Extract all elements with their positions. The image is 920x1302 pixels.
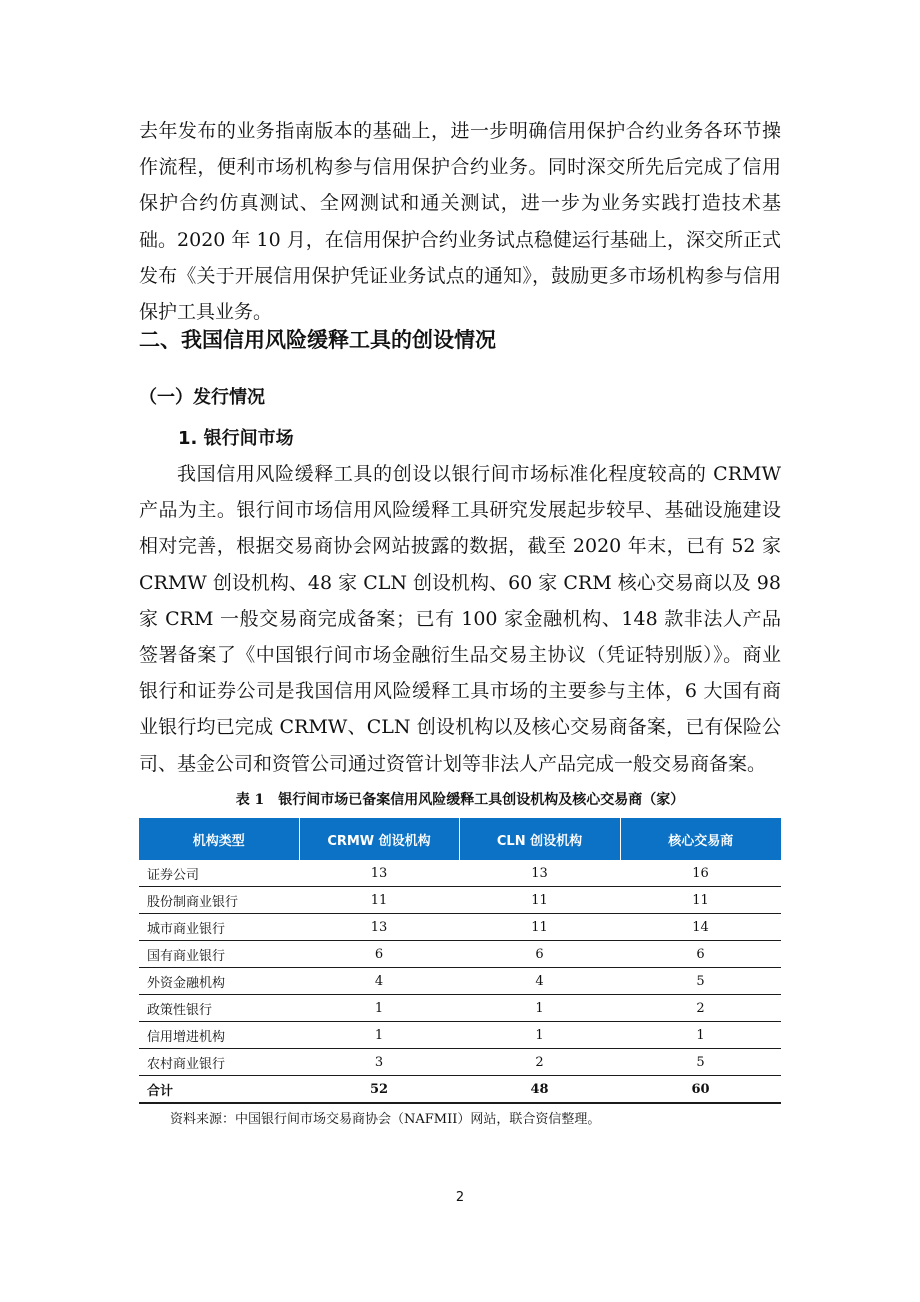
cell-core-dealer: 2: [620, 995, 781, 1022]
header-crmw-creators: CRMW 创设机构: [299, 818, 459, 860]
body-paragraph-1: 去年发布的业务指南版本的基础上，进一步明确信用保护合约业务各环节操作流程，便利市场机构参与信用保护合约业务。同时深交所先后完成了信用保护合约仿真测试、全网测试和通关测试，进一步为业务实践打造技术基础。2020 年 10 月，在信用保护合约业务试点稳健运行基础上，深交所正式发布《关于开展信用保护凭证业务试点的通知》，鼓励更多市场机构参与信用保护工具业务。: [139, 120, 781, 324]
cell-crmw: 11: [299, 887, 459, 914]
cell-cln: 2: [459, 1049, 620, 1076]
body-paragraph-2: 我国信用风险缓释工具的创设以银行间市场标准化程度较高的 CRMW 产品为主。银行间市场信用风险缓释工具研究发展起步较早、基础设施建设相对完善，根据交易商协会网站披露的数据，截至 2020 年末，已有 52 家 CRMW 创设机构、48 家 CLN 创设机构、60 家 CRM 核心交易商以及 98 家 CRM 一般交易商完成备案；已有 100 家金融机构、148 款非法人产品签署备案了《中国银行间市场金融衍生品交易主协议（凭证特别版）》。商业银行和证券公司是我国信用风险缓释工具市场的主要参与主体，6 大国有商业银行均已完成 CRMW、CLN 创设机构以及核心交易商备案，已有保险公司、基金公司和资管公司通过资管计划等非法人产品完成一般交易商备案。: [139, 463, 781, 775]
cell-cln: 11: [459, 914, 620, 941]
institution-table: [139, 818, 781, 1104]
total-cln: 48: [459, 1076, 620, 1104]
cell-core-dealer: 5: [620, 1049, 781, 1076]
cell-crmw: 13: [299, 860, 459, 887]
page-number: 2: [455, 1190, 465, 1205]
cell-crmw: 4: [299, 968, 459, 995]
cell-core-dealer: 11: [620, 887, 781, 914]
cell-core-dealer: 6: [620, 941, 781, 968]
cell-institution-type: 证券公司: [139, 860, 299, 887]
subsection-heading: （一）发行情况: [139, 387, 265, 408]
table-header-row: [139, 818, 781, 860]
table-row: [139, 914, 781, 941]
table-row: [139, 968, 781, 995]
cell-core-dealer: 1: [620, 1022, 781, 1049]
total-core-dealer: 60: [620, 1076, 781, 1104]
cell-institution-type: 外资金融机构: [139, 968, 299, 995]
total-crmw: 52: [299, 1076, 459, 1104]
cell-institution-type: 信用增进机构: [139, 1022, 299, 1049]
subsubsection-heading: 1. 银行间市场: [178, 428, 294, 449]
cell-cln: 1: [459, 995, 620, 1022]
cell-cln: 1: [459, 1022, 620, 1049]
cell-crmw: 13: [299, 914, 459, 941]
cell-cln: 4: [459, 968, 620, 995]
cell-core-dealer: 14: [620, 914, 781, 941]
cell-institution-type: 股份制商业银行: [139, 887, 299, 914]
table-row: [139, 1049, 781, 1076]
table-row: [139, 887, 781, 914]
table-row: [139, 1022, 781, 1049]
table-total-row: [139, 1076, 781, 1104]
cell-institution-type: 农村商业银行: [139, 1049, 299, 1076]
cell-crmw: 6: [299, 941, 459, 968]
total-label: 合计: [139, 1076, 299, 1104]
table-caption: 表 1 银行间市场已备案信用风险缓释工具创设机构及核心交易商（家）: [235, 792, 685, 808]
header-institution-type: 机构类型: [139, 818, 299, 860]
cell-core-dealer: 16: [620, 860, 781, 887]
cell-crmw: 1: [299, 995, 459, 1022]
cell-cln: 11: [459, 887, 620, 914]
cell-institution-type: 城市商业银行: [139, 914, 299, 941]
section-heading: 二、我国信用风险缓释工具的创设情况: [139, 328, 496, 352]
cell-crmw: 3: [299, 1049, 459, 1076]
cell-cln: 13: [459, 860, 620, 887]
cell-institution-type: 政策性银行: [139, 995, 299, 1022]
cell-core-dealer: 5: [620, 968, 781, 995]
cell-crmw: 1: [299, 1022, 459, 1049]
header-core-dealers: 核心交易商: [620, 818, 781, 860]
table-source-note: 资料来源：中国银行间市场交易商协会（NAFMII）网站，联合资信整理。: [170, 1112, 601, 1127]
cell-cln: 6: [459, 941, 620, 968]
header-cln-creators: CLN 创设机构: [459, 818, 620, 860]
table-row: [139, 860, 781, 887]
table-row: [139, 995, 781, 1022]
cell-institution-type: 国有商业银行: [139, 941, 299, 968]
table-row: [139, 941, 781, 968]
